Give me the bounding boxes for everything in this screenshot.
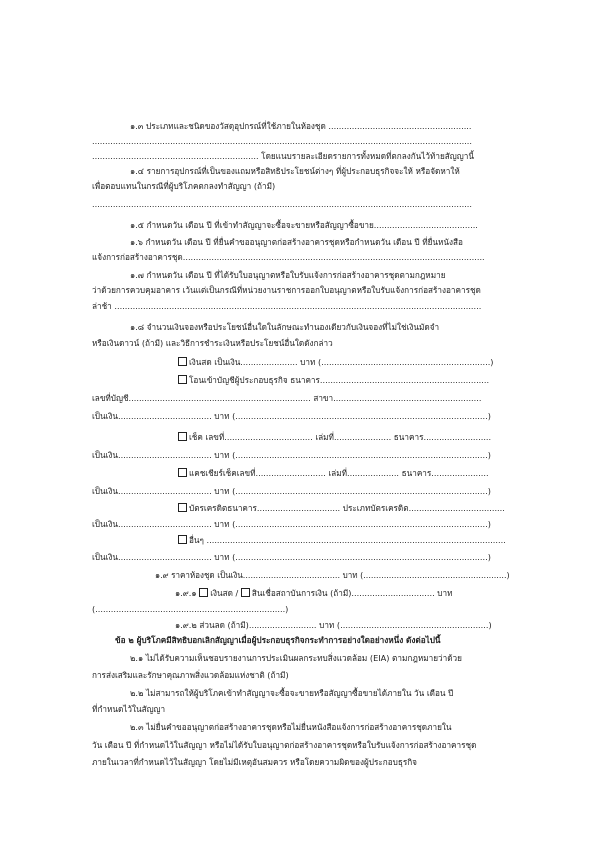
amount-line-4: เป็นเงิน.................................... บาท (.................................................................................................): [92, 519, 491, 529]
clause-1-8-cont: หรือเงินดาวน์ (ถ้ามี) และวิธีการชำระเงินหรือประโยชน์อื่นใดดังกล่าว: [92, 338, 333, 348]
credit-card-checkbox[interactable]: [178, 503, 187, 512]
cheque-checkbox[interactable]: [178, 432, 187, 441]
clause-1-7: ๑.๗ กำหนดวัน เดือน ปี ที่ได้รับใบอนุญาตหรือใบรับแจ้งการก่อสร้างอาคารชุดตามกฎหมาย: [130, 270, 446, 280]
amount-line-2: เป็นเงิน.................................... บาท (.................................................................................................): [92, 450, 491, 460]
clause-1-9-2: ๑.๙.๒ ส่วนลด (ถ้ามี).......................... บาท (.........................................................): [175, 620, 492, 630]
cash-payment-checkbox[interactable]: [199, 588, 208, 597]
amount-line-3: เป็นเงิน.................................... บาท (.................................................................................................): [92, 486, 491, 496]
option-cash-label: เงินสด เป็นเงิน...................... บาท (.................................................................): [189, 357, 494, 367]
amount-line-1: เป็นเงิน.................................... บาท (.................................................................................................): [92, 411, 491, 421]
clause-1-3-blank: ..................................................................................................................................................: [92, 136, 472, 146]
option-cashier-cheque-label: แคชเชียร์เช็คเลขที่........................... เล่มที่.................... ธนาคาร......................: [189, 468, 489, 478]
option-cheque: [178, 432, 491, 443]
clause-1-7-cont: ว่าด้วยการควบคุมอาคาร เว้นแต่เป็นกรณีที่หน่วยงานราชการออกใบอนุญาตหรือใบรับแจ้งการก่อสร้างอาคารชุด: [92, 285, 481, 295]
clause-1-4: ๑.๔ รายการอุปกรณ์ที่เป็นของแถมหรือสิทธิประโยชน์ต่างๆ ที่ผู้ประกอบธุรกิจจะให้ หรือจัดหาให้: [130, 166, 460, 176]
clause-1-8: ๑.๘ จำนวนเงินจองหรือประโยชน์อื่นใดในลักษณะทำนองเดียวกับเงินจองที่ไม่ใช่เงินมัดจำ: [130, 322, 440, 332]
clause-2-1-cont: การส่งเสริมและรักษาคุณภาพสิ่งแวดล้อมแห่งชาติ (ถ้ามี): [92, 670, 289, 680]
option-transfer: [178, 375, 489, 386]
option-other-label: อื่นๆ ...................................................................................................................: [189, 535, 506, 545]
option-credit-card: [178, 503, 505, 514]
clause-1-9: ๑.๙ ราคาห้องชุด เป็นเงิน...................................... บาท (........................................................): [155, 570, 510, 580]
clause-1-4-blank: ..................................................................................................................................................: [92, 199, 472, 209]
clause-1-3: ๑.๓ ประเภทและชนิดของวัสดุอุปกรณ์ที่ใช้ภายในห้องชุด .......................................................: [130, 121, 472, 131]
clause-2-3-cont: วัน เดือน ปี ที่กำหนดไว้ในสัญญา หรือไม่ได้รับใบอนุญาตก่อสร้างอาคารชุดหรือใบรับแจ้งการก่อสร้างอาคารชุด: [92, 740, 477, 750]
clause-1-6-cont: แจ้งการก่อสร้างอาคารชุด....................................................................................................................: [92, 252, 485, 262]
clause-1-6: ๑.๖ กำหนดวัน เดือน ปี ที่ยื่นคำขออนุญาตก่อสร้างอาคารชุดหรือกำหนดวัน เดือน ปี ที่ยื่นหนังสือ: [130, 237, 463, 247]
clause-2-2-cont: ที่กำหนดไว้ในสัญญา: [92, 704, 166, 714]
loan-label: สินเชื่อสถาบันการเงิน (ถ้ามี)................................ บาท: [251, 588, 453, 598]
option-credit-card-label: บัตรเครดิตธนาคาร................................ ประเภทบัตรเครดิต.....................................: [189, 503, 505, 513]
option-transfer-label: โอนเข้าบัญชีผู้ประกอบธุรกิจ ธนาคาร.................................................................: [189, 375, 490, 385]
clause-1-7-end: ล่าช้า .............................................................................................................................................: [92, 301, 482, 311]
clause-2-3: ๒.๓ ไม่ยื่นคำขออนุญาตก่อสร้างอาคารชุดหรือไม่ยื่นหนังสือแจ้งการก่อสร้างอาคารชุดภายใน: [130, 722, 452, 732]
clause-1-9-1-number: ๑.๙.๑: [175, 588, 197, 598]
clause-1-3-attachment: ................................................................ โดยแนบรายละเอียดรายการทั้งหมดที่ตกลงกันไว้ท้ายสัญญานี้: [92, 151, 474, 161]
clause-1-4-cont: เพื่อตอบแทนในกรณีที่ผู้บริโภคตกลงทำสัญญา (ถ้ามี): [92, 181, 276, 191]
option-cash: [178, 357, 494, 368]
clause-2-heading: ข้อ ๒ ผู้บริโภคมีสิทธิบอกเลิกสัญญาเมื่อผู้ประกอบธุรกิจกระทำการอย่างใดอย่างหนึ่ง ดังต่อไปนี้: [115, 635, 441, 645]
clause-2-1: ๒.๑ ไม่ได้รับความเห็นชอบรายงานการประเมินผลกระทบสิ่งแวดล้อม (EIA) ตามกฎหมายว่าด้วย: [130, 653, 462, 663]
loan-checkbox[interactable]: [241, 588, 250, 597]
transfer-checkbox[interactable]: [178, 375, 187, 384]
option-other: [178, 535, 506, 546]
other-checkbox[interactable]: [178, 535, 187, 544]
clause-1-9-1-words: (.........................................................................): [92, 604, 289, 614]
clause-2-2: ๒.๒ ไม่สามารถให้ผู้บริโภคเข้าทำสัญญาจะซื้อจะขายหรือสัญญาซื้อขายได้ภายใน วัน เดือน ปี: [130, 688, 454, 698]
cashier-cheque-checkbox[interactable]: [178, 468, 187, 477]
option-cashier-cheque: [178, 468, 489, 479]
cash-checkbox[interactable]: [178, 357, 187, 366]
clause-1-5: ๑.๕ กำหนดวัน เดือน ปี ที่เข้าทำสัญญาจะซื้อจะขายหรือสัญญาซื้อขาย........................................: [130, 220, 478, 230]
option-cheque-label: เช็ค เลขที่.................................. เล่มที่...................... ธนาคาร..........................: [189, 432, 492, 442]
amount-line-5: เป็นเงิน.................................... บาท (.................................................................................................): [92, 552, 491, 562]
cash-payment-label: เงินสด /: [210, 588, 239, 598]
account-number-line: เลขที่บัญชี...................................................................... สาขา.........................................................: [92, 393, 482, 403]
clause-2-3-end: ภายในเวลาที่กำหนดไว้ในสัญญา โดยไม่มีเหตุอันสมควร หรือโดยความผิดของผู้ประกอบธุรกิจ: [92, 757, 417, 767]
clause-1-9-1: [175, 588, 452, 599]
